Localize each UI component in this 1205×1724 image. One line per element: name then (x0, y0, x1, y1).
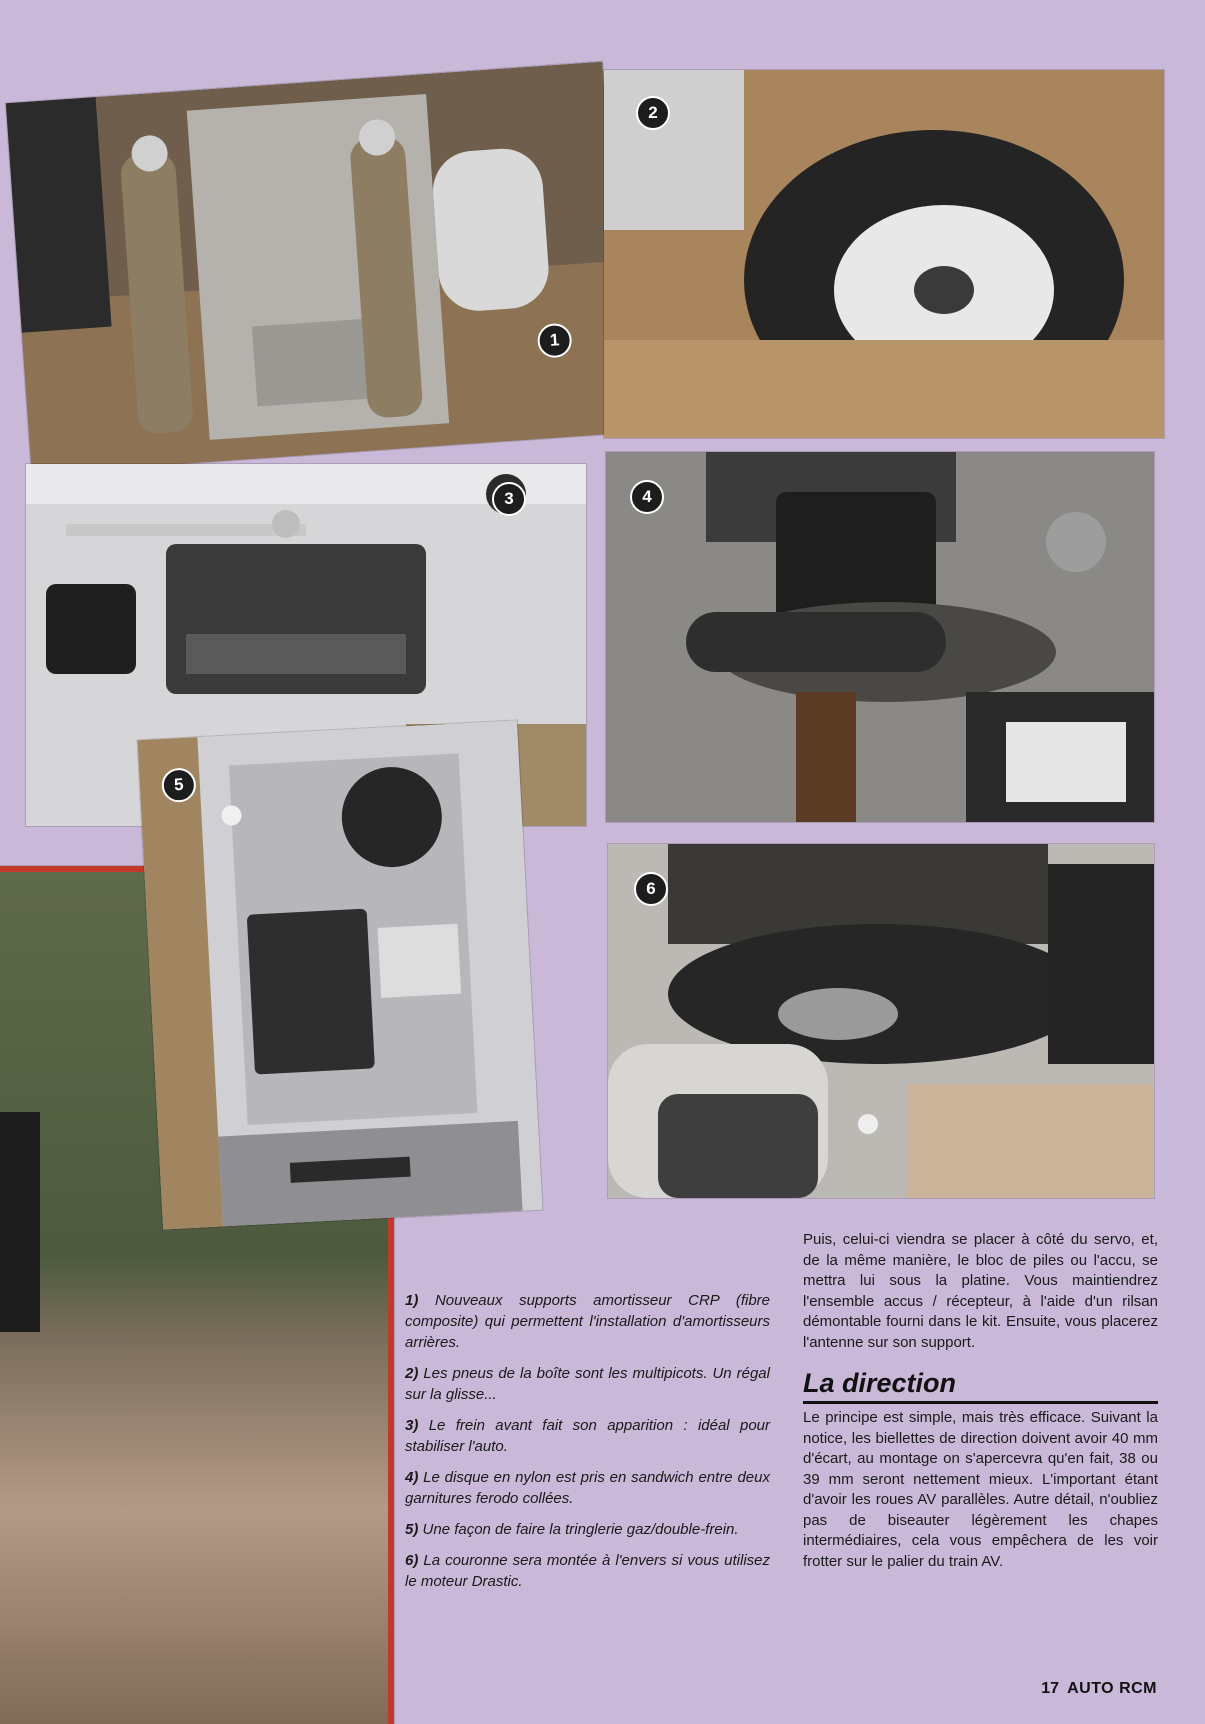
magazine-name: AUTO RCM (1067, 1680, 1157, 1697)
caption-1: 1) Nouveaux supports amortisseur CRP (fibre composite) qui permettent l'installation d'amortisseurs arrières. (405, 1292, 771, 1351)
caption-5: 5) Une façon de faire la tringlerie gaz/double-frein. (405, 1521, 739, 1538)
page-footer (1041, 1680, 1157, 1698)
caption-6: 6) La couronne sera montée à l'envers si vous utilisez le moteur Drastic. (405, 1552, 770, 1590)
article-body (803, 1230, 1158, 1572)
photo-captions (405, 1290, 770, 1602)
caption-3: 3) Le frein avant fait son apparition : idéal pour stabiliser l'auto. (405, 1417, 771, 1455)
body-direction-paragraph: Le principe est simple, mais très efficace. Suivant la notice, les biellettes de direction doivent avoir 40 mm d'écart, au montage on s'apercevra qu'en fait, 38 ou 39 mm seront nettement mieux. L'important étant d'avoir les roues AV parallèles. Autre détail, n'oubliez pas de biseauter légèrement les chapes intermédiaires, cela vous empêchera de les voir frotter sur le palier du train AV. (803, 1409, 1158, 1570)
caption-2: 2) Les pneus de la boîte sont les multipicots. Un régal sur la glisse... (405, 1365, 770, 1403)
photo-rear-shocks (6, 62, 628, 475)
photo-throttle-linkage (137, 720, 542, 1229)
page-number: 17 (1041, 1680, 1060, 1697)
photo-number-5: 5 (161, 767, 197, 803)
photo-number-4: 4 (630, 480, 664, 514)
body-intro-paragraph: Puis, celui-ci viendra se placer à côté du servo, et, de la même manière, le bloc de piles ou l'accu, se mettra lui sous la platine. Vous maintiendrez l'ensemble accus / récepteur, à l'aide d'un rilsan démontable fourni dans le kit. Ensuite, vous placerez l'antenne sur son support. (803, 1231, 1158, 1351)
photo-spur-gear (608, 844, 1154, 1198)
photo-nylon-disc (606, 452, 1154, 822)
photo-number-2: 2 (636, 96, 670, 130)
caption-4: 4) Le disque en nylon est pris en sandwich entre deux garnitures ferodo collées. (405, 1469, 770, 1507)
photo-tyre (604, 70, 1164, 438)
section-heading-direction: La direction (803, 1367, 1158, 1404)
photo-number-6: 6 (634, 872, 668, 906)
photo-number-1: 1 (536, 322, 572, 358)
photo-number-3: 3 (492, 482, 526, 516)
